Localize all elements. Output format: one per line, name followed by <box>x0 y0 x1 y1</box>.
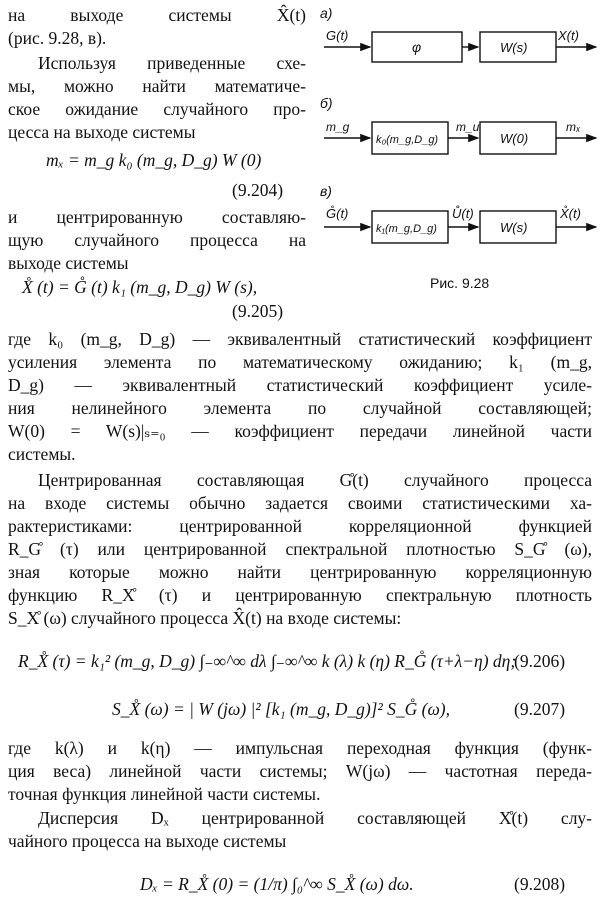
figure-caption: Рис. 9.28 <box>430 275 490 291</box>
figure-c-output-label: X̊(t) <box>560 206 581 221</box>
equation-9-205: X̊ (t) = G̊ (t) k₁ (m_g, D_g) W (s), <box>22 277 258 297</box>
text-line: системы. <box>8 444 76 464</box>
text-line: где k(λ) и k(η) — импульсная переходная функция (функ- <box>8 738 592 758</box>
figure-c-mid-label: Ů(t) <box>452 206 474 221</box>
figure-b-block1-label: k₀(m_g,D_g) <box>376 134 439 146</box>
figure-a-input-label: G(t) <box>326 28 349 43</box>
figure-c-block1-label: k₁(m_g,D_g) <box>376 223 437 235</box>
text-line: усиления элемента по математическому ожиданию; k₁ (m_g, <box>8 352 592 372</box>
text-line: цесса на выходе системы <box>8 122 196 142</box>
equation-9-208: Dₓ = R_X̊ (0) = (1/π) ∫₀^∞ S_X̊ (ω) dω. <box>140 874 414 894</box>
figure-b-output-label: mₓ <box>566 120 581 134</box>
figure-a-label: а) <box>320 5 333 21</box>
figure-a-block2-label: W(s) <box>500 40 528 55</box>
text-line: ция веса) линейной части системы; W(jω) — частотная переда- <box>8 761 592 781</box>
text-line: на входе системы обычно задается своими статистическими ха- <box>8 493 592 513</box>
text-line: щую случайного процесса на <box>8 230 306 250</box>
equation-number-9-204: (9.204) <box>232 180 284 200</box>
text-line: Дисперсия Dₓ центрированной составляющей X̊(t) слу- <box>38 808 592 828</box>
text-line: рактеристиками: центрированной корреляционной функцией <box>8 516 592 536</box>
figure-b-label: б) <box>320 95 333 111</box>
equation-number-9-208: (9.208) <box>514 874 566 894</box>
text-line: S_X̊ (ω) случайного процесса X̂(t) на входе системы: <box>8 608 402 628</box>
figure-c-input-label: G̊(t) <box>326 206 349 221</box>
text-line: на выходе системы X̂(t) <box>8 5 306 25</box>
text-line: Используя приведенные схе- <box>38 53 306 73</box>
figure-9-28 <box>318 0 600 300</box>
figure-c-label: в) <box>320 183 332 199</box>
text-line: и центрированную составляю- <box>8 207 306 227</box>
figure-a-block1-label: φ <box>412 39 422 55</box>
equation-9-207: S_X̊ (ω) = | W (jω) |² [k₁ (m_g, D_g)]² S_G̊ (ω), <box>112 699 451 719</box>
text-line: зная которые можно найти центрированную корреляционную <box>8 562 592 582</box>
text-line: (рис. 9.28, в). <box>8 28 107 48</box>
figure-a-output-label: X(t) <box>558 28 579 43</box>
figure-b-block2-label: W(0) <box>500 131 529 146</box>
text-line: чайного процесса на выходе системы <box>8 831 287 851</box>
equation-number-9-207: (9.207) <box>514 699 566 719</box>
text-line: выходе системы <box>8 253 129 273</box>
text-line: функцию R_X̊ (τ) и центрированную спектральную плотность <box>8 585 592 605</box>
text-line: Центрированная составляющая G̊(t) случайного процесса <box>38 470 592 490</box>
text-line: ское ожидание случайного про- <box>8 99 306 119</box>
text-line: W(0) = W(s)|ₛ₌₀ — коэффициент передачи линейной части <box>8 421 592 441</box>
text-line: мы, можно найти математиче- <box>8 76 306 96</box>
figure-c-block2-label: W(s) <box>500 220 528 235</box>
figure-b-input-label: m_g <box>326 120 350 134</box>
text-line: точная функция линейной части системы. <box>8 784 321 804</box>
text-line: ния нелинейного элемента по случайной составляющей; <box>8 398 592 418</box>
equation-9-204: mₓ = m_g k₀ (m_g, D_g) W (0) <box>46 150 262 170</box>
equation-9-206: R_X̊ (τ) = k₁² (m_g, D_g) ∫₋∞^∞ dλ ∫₋∞^∞ k (λ) k (η) R_G̊ (τ+λ−η) dη; <box>18 651 517 671</box>
figure-b-mid-label: m_u <box>456 120 480 134</box>
text-line: D_g) — эквивалентный статистический коэффициент усиле- <box>8 375 592 395</box>
equation-number-9-206: (9.206) <box>514 651 566 671</box>
text-line: R_G̊ (τ) или центрированной спектральной плотностью S_G̊ (ω), <box>8 539 592 559</box>
text-line: где k₀ (m_g, D_g) — эквивалентный статистический коэффициент <box>8 329 592 349</box>
equation-number-9-205: (9.205) <box>232 301 284 321</box>
